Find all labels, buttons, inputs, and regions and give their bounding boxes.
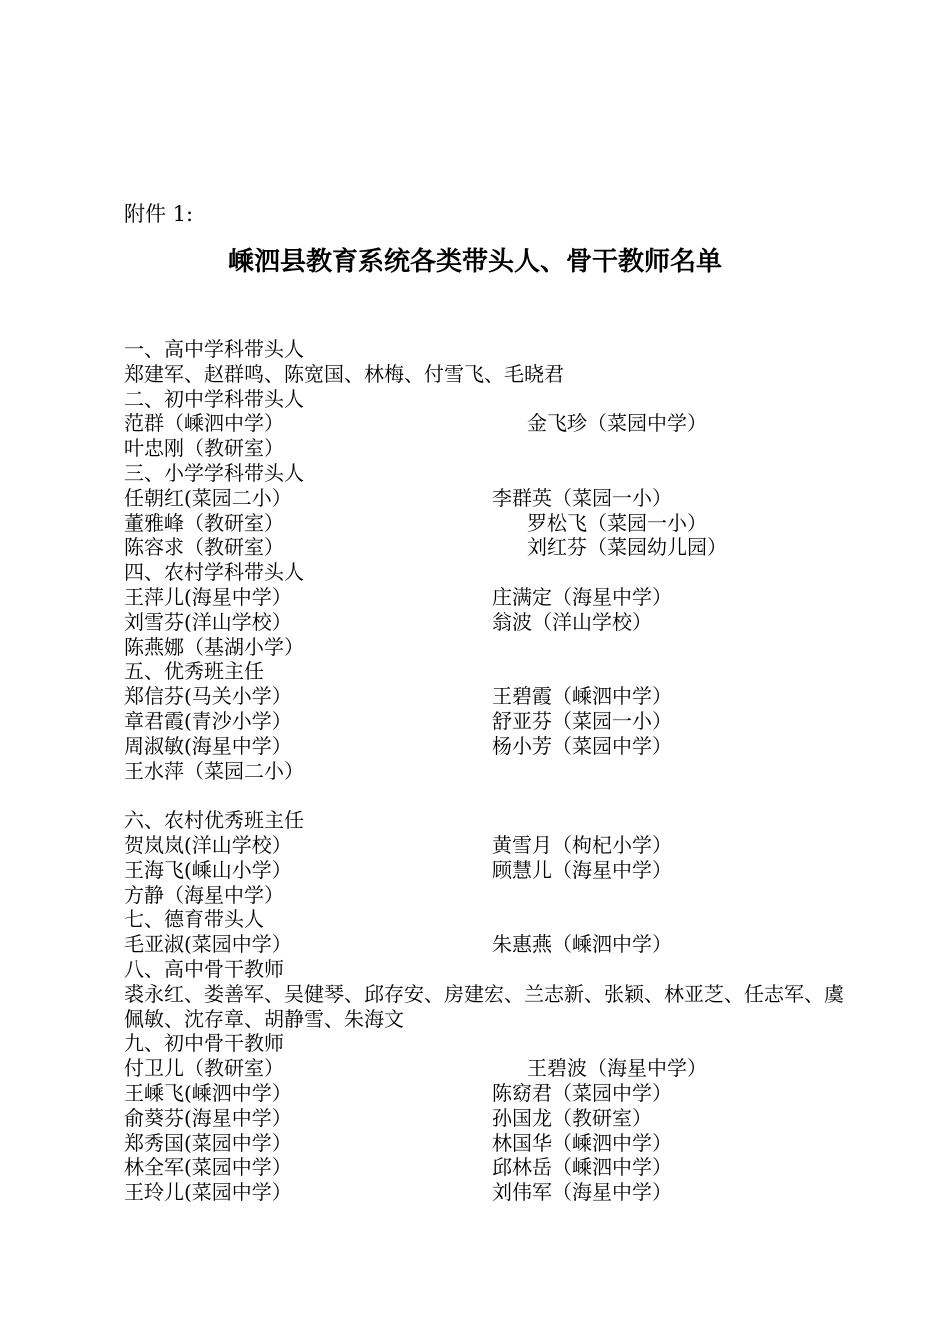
entry-left: 付卫儿（教研室） [124,1056,284,1081]
entry-left: 林全军(菜园中学） [124,1155,292,1180]
entry-right: 林国华（嵊泗中学） [492,1130,672,1155]
entry-left: 刘雪芬(洋山学校） [124,609,292,634]
entry-right: 刘红芬（菜园幼儿园） [527,535,727,560]
entry-right: 庄满定（海星中学） [492,584,672,609]
list-item [124,1131,844,1156]
entry-left: 王萍儿(海星中学） [124,584,292,609]
entry-left: 郑秀国(菜园中学） [124,1130,292,1155]
list-item [124,1106,844,1131]
entry-left: 董雅峰（教研室） [124,510,284,535]
entry-right: 金飞珍（菜园中学） [527,411,707,436]
entry-left: 方静（海星中学） [124,882,284,907]
list-item [124,833,844,858]
list-item [124,635,844,660]
section-heading: 八、高中骨干教师 [124,956,284,981]
section-heading: 二、初中学科带头人 [124,386,304,411]
list-item [124,436,844,461]
section-heading: 四、农村学科带头人 [124,560,304,585]
list-item [124,1180,844,1205]
entry-left: 王水萍（菜园二小） [124,758,304,783]
list-item [124,585,844,610]
entry-right: 邱林岳（嵊泗中学） [492,1155,672,1180]
attachment-label: 附件 1: [124,202,194,226]
section-heading: 七、德育带头人 [124,907,264,932]
list-item [124,709,844,734]
list-item [124,1155,844,1180]
entry-left: 陈容求（教研室） [124,535,284,560]
entry-right: 李群英（菜园一小） [492,485,672,510]
entry-right: 顾慧儿（海星中学） [492,857,672,882]
entry-right: 朱惠燕（嵊泗中学） [492,932,672,957]
entry-right: 罗松飞（菜园一小） [527,510,707,535]
list-item [124,932,844,957]
entry-left: 任朝红(菜园二小） [124,485,292,510]
list-item [124,1081,844,1106]
entry-right: 陈窈君（菜园中学） [492,1080,672,1105]
entry-left: 王嵊飞(嵊泗中学） [124,1080,292,1105]
entry-left: 陈燕娜（基湖小学） [124,634,304,659]
list-item [124,858,844,883]
list-item [124,734,844,759]
section-heading: 六、农村优秀班主任 [124,808,304,833]
entry-right: 孙国龙（教研室） [492,1105,652,1130]
list-item [124,883,844,908]
blank-line [124,783,844,808]
list-item [124,759,844,784]
list-item [124,511,844,536]
section-heading: 三、小学学科带头人 [124,460,304,485]
entry-left: 毛亚淑(菜园中学） [124,932,292,957]
list-item [124,610,844,635]
name-line: 郑建军、赵群鸣、陈宽国、林梅、付雪飞、毛晓君 [124,361,564,386]
entry-right: 刘伟军（海星中学） [492,1180,672,1205]
entry-right: 王碧霞（嵊泗中学） [492,684,672,709]
entry-right: 杨小芳（菜园中学） [492,733,672,758]
list-item [124,684,844,709]
list-item [124,486,844,511]
entry-left: 贺岚岚(洋山学校） [124,832,292,857]
list-item [124,1056,844,1081]
list-item [124,535,844,560]
section-heading: 一、高中学科带头人 [124,337,304,361]
entry-left: 王玲儿(菜园中学） [124,1180,292,1205]
section-heading: 九、初中骨干教师 [124,1031,284,1056]
entry-right: 舒亚芬（菜园一小） [492,708,672,733]
name-list [124,337,844,1205]
entry-left: 范群（嵊泗中学） [124,411,284,436]
entry-left: 叶忠刚（教研室） [124,436,284,461]
list-item [124,411,844,436]
entry-left: 章君霞(青沙小学） [124,708,292,733]
entry-right: 翁波（洋山学校） [492,609,652,634]
entry-left: 周淑敏(海星中学） [124,733,292,758]
entry-left: 王海飞(嵊山小学） [124,857,292,882]
entry-left: 俞葵芬(海星中学） [124,1105,292,1130]
entry-right: 王碧波（海星中学） [527,1056,707,1081]
entry-left: 郑信芬(马关小学） [124,684,292,709]
document-title: 嵊泗县教育系统各类带头人、骨干教师名单 [227,247,722,277]
name-paragraph: 裘永红、娄善军、吴健琴、邱存安、房建宏、兰志新、张颖、林亚芝、任志军、虞佩敏、沈存章、胡静雪、朱海文 [124,981,844,1031]
entry-right: 黄雪月（枸杞小学） [492,832,672,857]
section-heading: 五、优秀班主任 [124,659,264,684]
